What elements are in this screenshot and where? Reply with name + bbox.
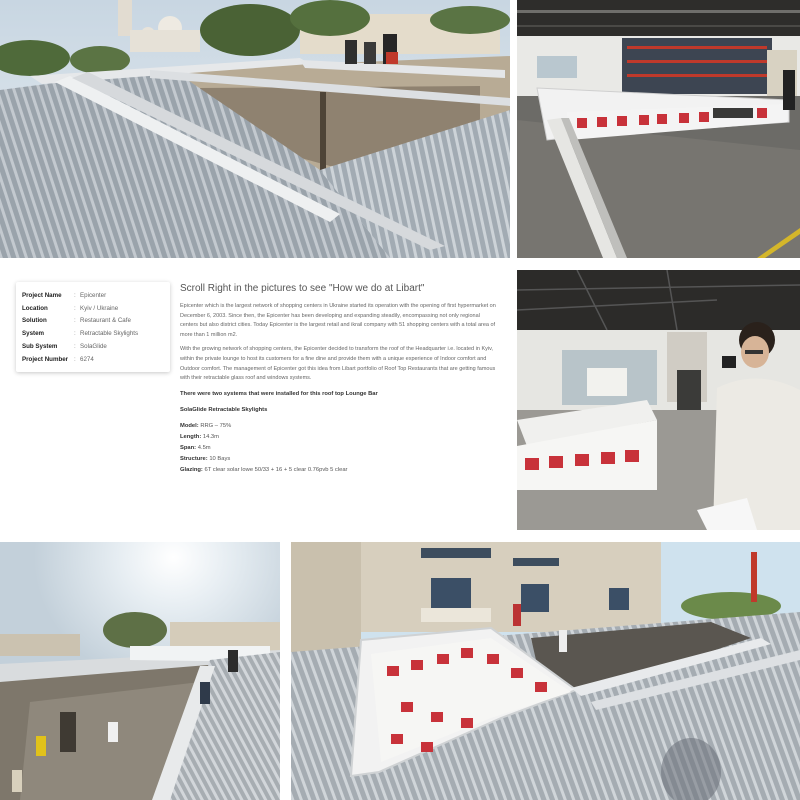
- roof-construction-workers-photo: [0, 542, 280, 800]
- spec-label: Solution: [22, 317, 47, 325]
- detail-row-length: [180, 432, 496, 443]
- spec-separator: :: [74, 291, 76, 299]
- detail-value: 4.5m: [197, 444, 211, 451]
- spec-value: 6274: [80, 355, 94, 363]
- spec-value: Retractable Skylights: [80, 330, 139, 338]
- spec-label: Project Name: [22, 291, 62, 299]
- detail-label: Model:: [180, 422, 199, 429]
- detail-row-glazing: [180, 465, 496, 476]
- systems-heading: There were two systems that were installed for this roof top Lounge Bar: [180, 390, 378, 397]
- bottom-left-photo: [0, 542, 280, 800]
- spec-value: Restaurant & Cafe: [80, 317, 131, 325]
- spec-row-sub-system: [22, 340, 170, 353]
- article-heading: Scroll Right in the pictures to see "How we do at Libart": [180, 283, 425, 294]
- spec-row-location: [22, 302, 170, 315]
- detail-value: 14.3m: [202, 433, 219, 440]
- spec-separator: :: [74, 355, 76, 363]
- spec-separator: :: [74, 330, 76, 338]
- detail-row-structure: [180, 454, 496, 465]
- article-paragraph-1: Epicenter which is the largest network of shopping centers in Ukraine started its operation with the opening of first hypermarket on December 6, 2003. Since then, the Epicenter has been developing and expanding steadily, encompassing not only regional centers but also district cities. Today Epicenter is the largest retail and ikrail company with 51 shopping centers with a total area of more than 1 million m2.: [180, 303, 496, 338]
- article-text: [180, 282, 496, 476]
- middle-right-photo: [517, 270, 800, 530]
- factory-skylight-frame-photo: [517, 0, 800, 258]
- rooftop-installation-photo: [0, 0, 510, 258]
- spec-row-system: [22, 327, 170, 340]
- spec-label: System: [22, 330, 45, 338]
- spec-value: Epicenter: [80, 291, 107, 299]
- detail-row-span: [180, 443, 496, 454]
- bottom-right-photo: [291, 542, 800, 800]
- top-left-photo: [0, 0, 510, 258]
- detail-value: 6T clear solar lowe 50/33 + 16 + 5 clear 0.76pvb 5 clear: [204, 466, 348, 473]
- project-spec-card: [16, 282, 170, 372]
- detail-label: Length:: [180, 433, 202, 440]
- spec-label: Location: [22, 304, 48, 312]
- detail-row-model: [180, 421, 496, 432]
- spec-separator: :: [74, 317, 76, 325]
- spec-row-project-name: [22, 289, 170, 302]
- detail-value: 10 Bays: [209, 455, 231, 462]
- spec-separator: :: [74, 343, 76, 351]
- spec-row-project-number: [22, 353, 170, 366]
- spec-value: SolaGlide: [80, 343, 107, 351]
- spec-label: Sub System: [22, 343, 58, 351]
- subsystem-heading: SolaGlide Retractable Skylights: [180, 406, 268, 413]
- top-right-photo: [517, 0, 800, 258]
- detail-label: Glazing:: [180, 466, 203, 473]
- spec-value: Kyiv / Ukraine: [80, 304, 119, 312]
- detail-label: Structure:: [180, 455, 208, 462]
- detail-value: RRG – 75%: [200, 422, 232, 429]
- project-info-panel: [0, 262, 514, 536]
- finished-skylight-on-roof-photo: [291, 542, 800, 800]
- spec-label: Project Number: [22, 355, 69, 363]
- spec-separator: :: [74, 304, 76, 312]
- detail-label: Span:: [180, 444, 197, 451]
- spec-row-solution: [22, 315, 170, 328]
- article-paragraph-2: With the growing network of shopping centers, the Epicenter decided to transform the roof of the Headquarter i.e. located in Kyiv, within the private lounge to host its customers for a fine dine and provide them with a unique experience of Indoor comfort and Outdoor comfort. The management of Epicenter got this idea from Libart portfolio of Roof Top Restaurants that are getting famous with their retractable glass roof and windows systems.: [180, 346, 496, 382]
- engineer-inspecting-skylight-photo: [517, 270, 800, 530]
